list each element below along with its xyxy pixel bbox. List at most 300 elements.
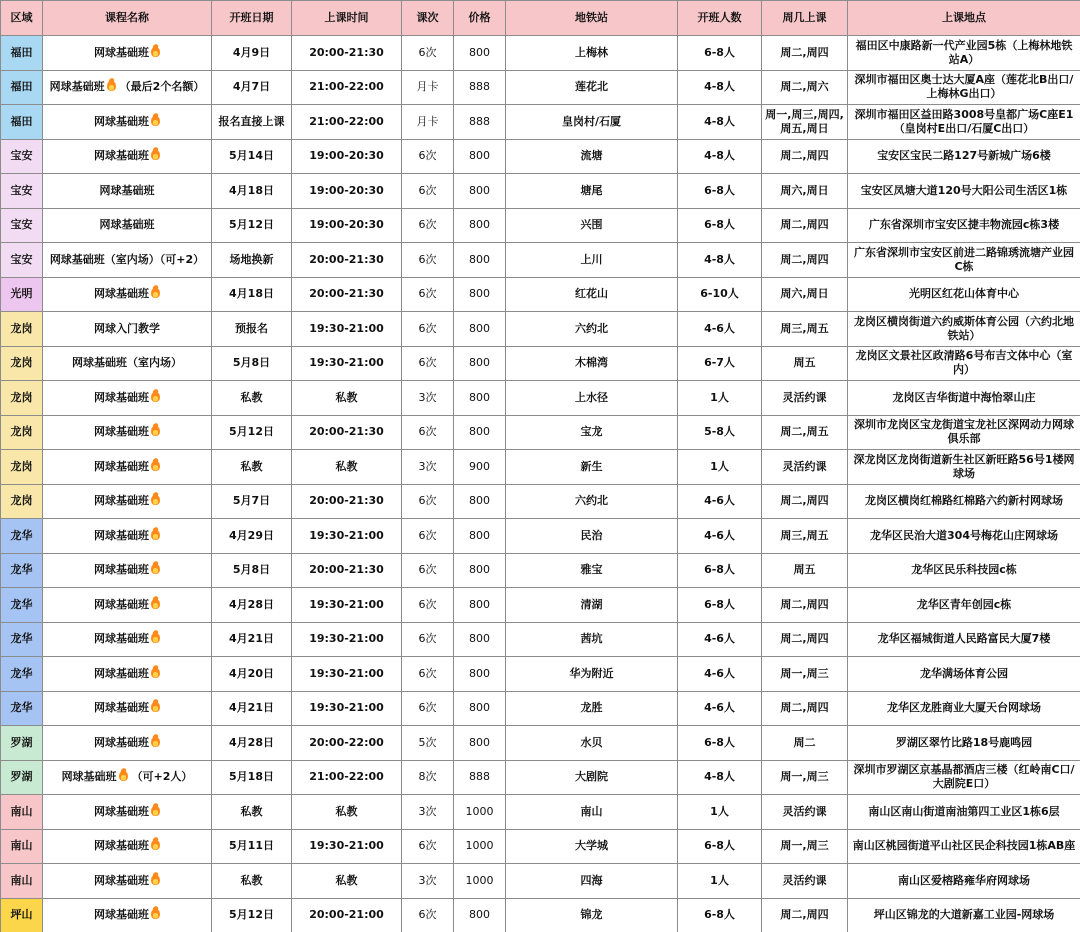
weekdays-cell: 周五 <box>762 346 848 381</box>
class-size-cell: 4-6人 <box>678 484 762 519</box>
session-count-cell: 月卡 <box>402 70 454 105</box>
course-name-cell <box>43 174 212 209</box>
header-course-name: 课程名称 <box>43 1 212 36</box>
weekdays-cell: 周五 <box>762 553 848 588</box>
header-price: 价格 <box>454 1 506 36</box>
price-cell: 800 <box>454 208 506 243</box>
course-name: 网球基础班 <box>61 770 117 784</box>
class-size-cell: 6-8人 <box>678 829 762 864</box>
course-name-cell <box>43 829 212 864</box>
price-cell: 800 <box>454 243 506 278</box>
location-cell: 深圳市龙岗区宝龙街道宝龙社区深网动力网球俱乐部 <box>848 415 1080 450</box>
location-cell: 龙华区青年创园c栋 <box>848 588 1080 623</box>
metro-station-cell: 上水径 <box>506 381 678 416</box>
fire-icon <box>151 460 160 471</box>
course-name: 网球基础班 <box>94 45 149 59</box>
metro-station-cell: 木棉湾 <box>506 346 678 381</box>
price-cell: 800 <box>454 36 506 71</box>
class-time-cell: 19:00-20:30 <box>292 139 402 174</box>
session-count-cell: 6次 <box>402 174 454 209</box>
course-name-cell <box>43 484 212 519</box>
weekdays-cell: 周二,周四 <box>762 139 848 174</box>
location-cell: 福田区中康路新一代产业园5栋（上梅林地铁站A） <box>848 36 1080 71</box>
region-cell: 光明 <box>1 277 43 312</box>
session-count-cell: 6次 <box>402 484 454 519</box>
table-row <box>1 622 1080 657</box>
table-row <box>1 864 1080 899</box>
class-size-cell: 4-6人 <box>678 312 762 347</box>
metro-station-cell: 新生 <box>506 450 678 485</box>
course-name: 网球基础班 <box>94 632 149 646</box>
session-count-cell: 5次 <box>402 726 454 761</box>
class-time-cell: 21:00-22:00 <box>292 105 402 140</box>
price-cell: 900 <box>454 450 506 485</box>
weekdays-cell: 周二,周六 <box>762 70 848 105</box>
session-count-cell: 6次 <box>402 898 454 932</box>
location-cell: 南山区桃园街道平山社区民企科技园1栋AB座 <box>848 829 1080 864</box>
start-date-cell: 5月8日 <box>212 553 292 588</box>
weekdays-cell: 周一,周三,周四,周五,周日 <box>762 105 848 140</box>
class-size-cell: 4-6人 <box>678 657 762 692</box>
fire-icon <box>151 908 160 919</box>
course-name: 网球基础班 <box>94 114 149 128</box>
start-date-cell: 4月7日 <box>212 70 292 105</box>
location-cell: 宝安区凤塘大道120号大阳公司生活区1栋 <box>848 174 1080 209</box>
region-cell: 龙岗 <box>1 415 43 450</box>
class-time-cell: 19:30-21:00 <box>292 346 402 381</box>
metro-station-cell: 四海 <box>506 864 678 899</box>
price-cell: 800 <box>454 898 506 932</box>
weekdays-cell: 周二,周四 <box>762 484 848 519</box>
fire-icon <box>151 494 160 505</box>
session-count-cell: 6次 <box>402 415 454 450</box>
region-cell: 龙华 <box>1 519 43 554</box>
course-name: 网球基础班 <box>94 149 149 163</box>
location-cell: 深圳市福田区奥士达大厦A座（莲花北B出口/上梅林G出口） <box>848 70 1080 105</box>
header-location: 上课地点 <box>848 1 1080 36</box>
course-name-cell <box>43 588 212 623</box>
course-name-cell <box>43 450 212 485</box>
course-name-cell <box>43 415 212 450</box>
session-count-cell: 6次 <box>402 243 454 278</box>
course-name: 网球基础班 <box>94 563 149 577</box>
metro-station-cell: 宝龙 <box>506 415 678 450</box>
session-count-cell: 6次 <box>402 346 454 381</box>
metro-station-cell: 塘尾 <box>506 174 678 209</box>
price-cell: 888 <box>454 760 506 795</box>
location-cell: 光明区红花山体育中心 <box>848 277 1080 312</box>
fire-icon <box>107 80 116 91</box>
price-cell: 800 <box>454 553 506 588</box>
table-row <box>1 898 1080 932</box>
start-date-cell: 私教 <box>212 450 292 485</box>
course-note: （可+2人） <box>131 770 193 784</box>
weekdays-cell: 周二,周五 <box>762 415 848 450</box>
start-date-cell: 5月12日 <box>212 208 292 243</box>
fire-icon <box>151 839 160 850</box>
fire-icon <box>151 874 160 885</box>
class-size-cell: 4-8人 <box>678 243 762 278</box>
class-time-cell: 19:30-21:00 <box>292 622 402 657</box>
course-name: 网球基础班 <box>94 425 149 439</box>
metro-station-cell: 雅宝 <box>506 553 678 588</box>
class-size-cell: 4-8人 <box>678 70 762 105</box>
location-cell: 罗湖区翠竹比路18号鹿鸣园 <box>848 726 1080 761</box>
start-date-cell: 报名直接上课 <box>212 105 292 140</box>
table-row <box>1 519 1080 554</box>
class-time-cell: 私教 <box>292 381 402 416</box>
location-cell: 龙岗区吉华街道中海怡翠山庄 <box>848 381 1080 416</box>
metro-station-cell: 华为附近 <box>506 657 678 692</box>
table-row <box>1 726 1080 761</box>
course-name-cell <box>43 657 212 692</box>
location-cell: 深圳市福田区益田路3008号皇都广场C座E1（皇岗村E出口/石厦C出口） <box>848 105 1080 140</box>
class-size-cell: 6-8人 <box>678 553 762 588</box>
class-size-cell: 5-8人 <box>678 415 762 450</box>
table-row <box>1 691 1080 726</box>
course-name-cell <box>43 277 212 312</box>
session-count-cell: 6次 <box>402 312 454 347</box>
class-size-cell: 6-8人 <box>678 898 762 932</box>
weekdays-cell: 灵活约课 <box>762 450 848 485</box>
table-row <box>1 760 1080 795</box>
course-name-cell <box>43 898 212 932</box>
course-name-cell <box>43 864 212 899</box>
region-cell: 坪山 <box>1 898 43 932</box>
price-cell: 800 <box>454 415 506 450</box>
weekdays-cell: 周二,周四 <box>762 588 848 623</box>
location-cell: 龙华满场体育公园 <box>848 657 1080 692</box>
start-date-cell: 私教 <box>212 864 292 899</box>
class-size-cell: 6-8人 <box>678 588 762 623</box>
course-name: 网球基础班 <box>99 183 155 197</box>
course-name: 网球基础班 <box>94 735 149 749</box>
region-cell: 罗湖 <box>1 760 43 795</box>
region-cell: 宝安 <box>1 139 43 174</box>
class-time-cell: 私教 <box>292 450 402 485</box>
price-cell: 1000 <box>454 795 506 830</box>
fire-icon <box>151 805 160 816</box>
header-weekdays: 周几上课 <box>762 1 848 36</box>
class-size-cell: 4-8人 <box>678 760 762 795</box>
header-class-size: 开班人数 <box>678 1 762 36</box>
course-name-cell <box>43 691 212 726</box>
location-cell: 龙华区龙胜商业大厦天台网球场 <box>848 691 1080 726</box>
fire-icon <box>151 701 160 712</box>
class-time-cell: 私教 <box>292 864 402 899</box>
price-cell: 1000 <box>454 829 506 864</box>
price-cell: 800 <box>454 277 506 312</box>
fire-icon <box>151 736 160 747</box>
metro-station-cell: 锦龙 <box>506 898 678 932</box>
metro-station-cell: 流塘 <box>506 139 678 174</box>
price-cell: 800 <box>454 519 506 554</box>
class-time-cell: 20:00-21:30 <box>292 277 402 312</box>
metro-station-cell: 龙胜 <box>506 691 678 726</box>
region-cell: 龙华 <box>1 657 43 692</box>
start-date-cell: 私教 <box>212 795 292 830</box>
session-count-cell: 6次 <box>402 691 454 726</box>
region-cell: 龙岗 <box>1 346 43 381</box>
course-note: （最后2个名额） <box>119 80 205 94</box>
region-cell: 南山 <box>1 864 43 899</box>
class-time-cell: 20:00-21:30 <box>292 415 402 450</box>
price-cell: 888 <box>454 70 506 105</box>
fire-icon <box>151 598 160 609</box>
start-date-cell: 4月18日 <box>212 174 292 209</box>
metro-station-cell: 上梅林 <box>506 36 678 71</box>
price-cell: 800 <box>454 588 506 623</box>
start-date-cell: 5月11日 <box>212 829 292 864</box>
location-cell: 南山区爱榕路雍华府网球场 <box>848 864 1080 899</box>
start-date-cell: 4月28日 <box>212 588 292 623</box>
course-name-cell <box>43 381 212 416</box>
session-count-cell: 月卡 <box>402 105 454 140</box>
course-name: 网球基础班 <box>94 908 149 922</box>
weekdays-cell: 周三,周五 <box>762 519 848 554</box>
class-size-cell: 6-8人 <box>678 174 762 209</box>
location-cell: 广东省深圳市宝安区捷丰物流园c栋3楼 <box>848 208 1080 243</box>
course-name-cell <box>43 139 212 174</box>
table-row <box>1 174 1080 209</box>
header-start-date: 开班日期 <box>212 1 292 36</box>
course-name-cell <box>43 70 212 105</box>
weekdays-cell: 灵活约课 <box>762 795 848 830</box>
fire-icon <box>151 529 160 540</box>
region-cell: 罗湖 <box>1 726 43 761</box>
session-count-cell: 6次 <box>402 622 454 657</box>
class-time-cell: 19:00-20:30 <box>292 208 402 243</box>
class-time-cell: 20:00-21:30 <box>292 484 402 519</box>
class-time-cell: 19:30-21:00 <box>292 829 402 864</box>
start-date-cell: 4月28日 <box>212 726 292 761</box>
course-name: 网球基础班 <box>94 390 149 404</box>
session-count-cell: 6次 <box>402 588 454 623</box>
metro-station-cell: 莲花北 <box>506 70 678 105</box>
fire-icon <box>151 632 160 643</box>
region-cell: 龙华 <box>1 553 43 588</box>
location-cell: 龙华区民乐科技园c栋 <box>848 553 1080 588</box>
session-count-cell: 6次 <box>402 829 454 864</box>
table-body <box>1 36 1080 932</box>
price-cell: 800 <box>454 312 506 347</box>
fire-icon <box>151 287 160 298</box>
location-cell: 广东省深圳市宝安区前进二路锦琇流塘产业园C栋 <box>848 243 1080 278</box>
header-class-time: 上课时间 <box>292 1 402 36</box>
class-size-cell: 4-6人 <box>678 519 762 554</box>
fire-icon <box>151 563 160 574</box>
session-count-cell: 3次 <box>402 864 454 899</box>
class-size-cell: 1人 <box>678 864 762 899</box>
class-time-cell: 20:00-21:00 <box>292 898 402 932</box>
weekdays-cell: 周二,周四 <box>762 691 848 726</box>
weekdays-cell: 周二,周四 <box>762 243 848 278</box>
table-row <box>1 553 1080 588</box>
class-time-cell: 19:30-21:00 <box>292 519 402 554</box>
session-count-cell: 8次 <box>402 760 454 795</box>
course-name: 网球入门教学 <box>94 321 160 335</box>
weekdays-cell: 周一,周三 <box>762 657 848 692</box>
price-cell: 800 <box>454 484 506 519</box>
start-date-cell: 5月14日 <box>212 139 292 174</box>
weekdays-cell: 周二,周四 <box>762 208 848 243</box>
metro-station-cell: 六约北 <box>506 312 678 347</box>
class-time-cell: 20:00-21:30 <box>292 553 402 588</box>
region-cell: 龙华 <box>1 622 43 657</box>
weekdays-cell: 周一,周三 <box>762 760 848 795</box>
price-cell: 800 <box>454 691 506 726</box>
price-cell: 800 <box>454 346 506 381</box>
region-cell: 南山 <box>1 795 43 830</box>
weekdays-cell: 周二 <box>762 726 848 761</box>
class-size-cell: 4-6人 <box>678 691 762 726</box>
table-row <box>1 36 1080 71</box>
course-name-cell <box>43 243 212 278</box>
class-size-cell: 1人 <box>678 795 762 830</box>
metro-station-cell: 上川 <box>506 243 678 278</box>
class-time-cell: 19:30-21:00 <box>292 657 402 692</box>
start-date-cell: 5月18日 <box>212 760 292 795</box>
start-date-cell: 5月12日 <box>212 898 292 932</box>
class-size-cell: 6-8人 <box>678 208 762 243</box>
class-time-cell: 20:00-21:30 <box>292 36 402 71</box>
course-name: 网球基础班 <box>94 287 149 301</box>
location-cell: 宝安区宝民二路127号新城广场6楼 <box>848 139 1080 174</box>
class-time-cell: 19:30-21:00 <box>292 588 402 623</box>
header-session-count: 课次 <box>402 1 454 36</box>
region-cell: 福田 <box>1 70 43 105</box>
table-row <box>1 829 1080 864</box>
course-name: 网球基础班 <box>94 597 149 611</box>
price-cell: 888 <box>454 105 506 140</box>
table-row <box>1 346 1080 381</box>
start-date-cell: 4月29日 <box>212 519 292 554</box>
region-cell: 龙华 <box>1 691 43 726</box>
class-time-cell: 私教 <box>292 795 402 830</box>
session-count-cell: 6次 <box>402 139 454 174</box>
table-row <box>1 588 1080 623</box>
region-cell: 宝安 <box>1 208 43 243</box>
fire-icon <box>151 667 160 678</box>
class-time-cell: 21:00-22:00 <box>292 70 402 105</box>
region-cell: 福田 <box>1 105 43 140</box>
table-row <box>1 312 1080 347</box>
course-name: 网球基础班（室内场）（可+2） <box>49 252 205 266</box>
weekdays-cell: 灵活约课 <box>762 381 848 416</box>
session-count-cell: 6次 <box>402 36 454 71</box>
course-name: 网球基础班 <box>94 459 149 473</box>
course-name-cell <box>43 105 212 140</box>
table-row <box>1 208 1080 243</box>
region-cell: 龙岗 <box>1 484 43 519</box>
fire-icon <box>151 149 160 160</box>
start-date-cell: 4月21日 <box>212 691 292 726</box>
metro-station-cell: 清湖 <box>506 588 678 623</box>
course-name: 网球基础班 <box>94 873 149 887</box>
table-row <box>1 105 1080 140</box>
table-row <box>1 277 1080 312</box>
class-size-cell: 4-6人 <box>678 622 762 657</box>
start-date-cell: 场地换新 <box>212 243 292 278</box>
start-date-cell: 5月7日 <box>212 484 292 519</box>
fire-icon <box>151 425 160 436</box>
session-count-cell: 3次 <box>402 795 454 830</box>
class-size-cell: 1人 <box>678 450 762 485</box>
course-name-cell <box>43 622 212 657</box>
table-row <box>1 415 1080 450</box>
fire-icon <box>151 46 160 57</box>
start-date-cell: 4月18日 <box>212 277 292 312</box>
session-count-cell: 6次 <box>402 208 454 243</box>
session-count-cell: 3次 <box>402 381 454 416</box>
table-row <box>1 795 1080 830</box>
metro-station-cell: 兴围 <box>506 208 678 243</box>
location-cell: 龙岗区横岗红棉路红棉路六约新村网球场 <box>848 484 1080 519</box>
course-name-cell <box>43 726 212 761</box>
start-date-cell: 5月8日 <box>212 346 292 381</box>
class-time-cell: 19:30-21:00 <box>292 312 402 347</box>
price-cell: 800 <box>454 726 506 761</box>
table-row <box>1 484 1080 519</box>
price-cell: 800 <box>454 139 506 174</box>
session-count-cell: 6次 <box>402 519 454 554</box>
region-cell: 龙岗 <box>1 312 43 347</box>
location-cell: 龙岗区文景社区政清路6号布吉文体中心（室内） <box>848 346 1080 381</box>
course-name: 网球基础班 <box>94 701 149 715</box>
course-name: 网球基础班 <box>94 494 149 508</box>
metro-station-cell: 南山 <box>506 795 678 830</box>
course-name: 网球基础班 <box>94 804 149 818</box>
price-cell: 800 <box>454 381 506 416</box>
course-name-cell <box>43 312 212 347</box>
session-count-cell: 6次 <box>402 277 454 312</box>
class-size-cell: 1人 <box>678 381 762 416</box>
metro-station-cell: 大学城 <box>506 829 678 864</box>
table-row <box>1 657 1080 692</box>
metro-station-cell: 六约北 <box>506 484 678 519</box>
header-metro-station: 地铁站 <box>506 1 678 36</box>
fire-icon <box>151 391 160 402</box>
class-time-cell: 20:00-22:00 <box>292 726 402 761</box>
weekdays-cell: 灵活约课 <box>762 864 848 899</box>
table-row <box>1 450 1080 485</box>
class-size-cell: 6-7人 <box>678 346 762 381</box>
location-cell: 龙岗区横岗街道六约威斯体育公园（六约北地铁站） <box>848 312 1080 347</box>
region-cell: 龙华 <box>1 588 43 623</box>
location-cell: 深龙岗区龙岗街道新生社区新旺路56号1楼网球场 <box>848 450 1080 485</box>
start-date-cell: 私教 <box>212 381 292 416</box>
price-cell: 800 <box>454 657 506 692</box>
weekdays-cell: 周二,周四 <box>762 898 848 932</box>
fire-icon <box>151 115 160 126</box>
region-cell: 南山 <box>1 829 43 864</box>
metro-station-cell: 水贝 <box>506 726 678 761</box>
location-cell: 南山区南山街道南油第四工业区1栋6层 <box>848 795 1080 830</box>
course-name: 网球基础班 <box>94 666 149 680</box>
session-count-cell: 6次 <box>402 553 454 588</box>
class-time-cell: 20:00-21:30 <box>292 243 402 278</box>
table-row <box>1 70 1080 105</box>
session-count-cell: 6次 <box>402 657 454 692</box>
course-name-cell <box>43 553 212 588</box>
start-date-cell: 4月20日 <box>212 657 292 692</box>
table-row <box>1 243 1080 278</box>
course-name: 网球基础班 <box>94 528 149 542</box>
course-name: 网球基础班 <box>94 839 149 853</box>
class-time-cell: 21:00-22:00 <box>292 760 402 795</box>
table-row <box>1 381 1080 416</box>
location-cell: 深圳市罗湖区京基晶都酒店三楼（红岭南C口/大剧院E口） <box>848 760 1080 795</box>
